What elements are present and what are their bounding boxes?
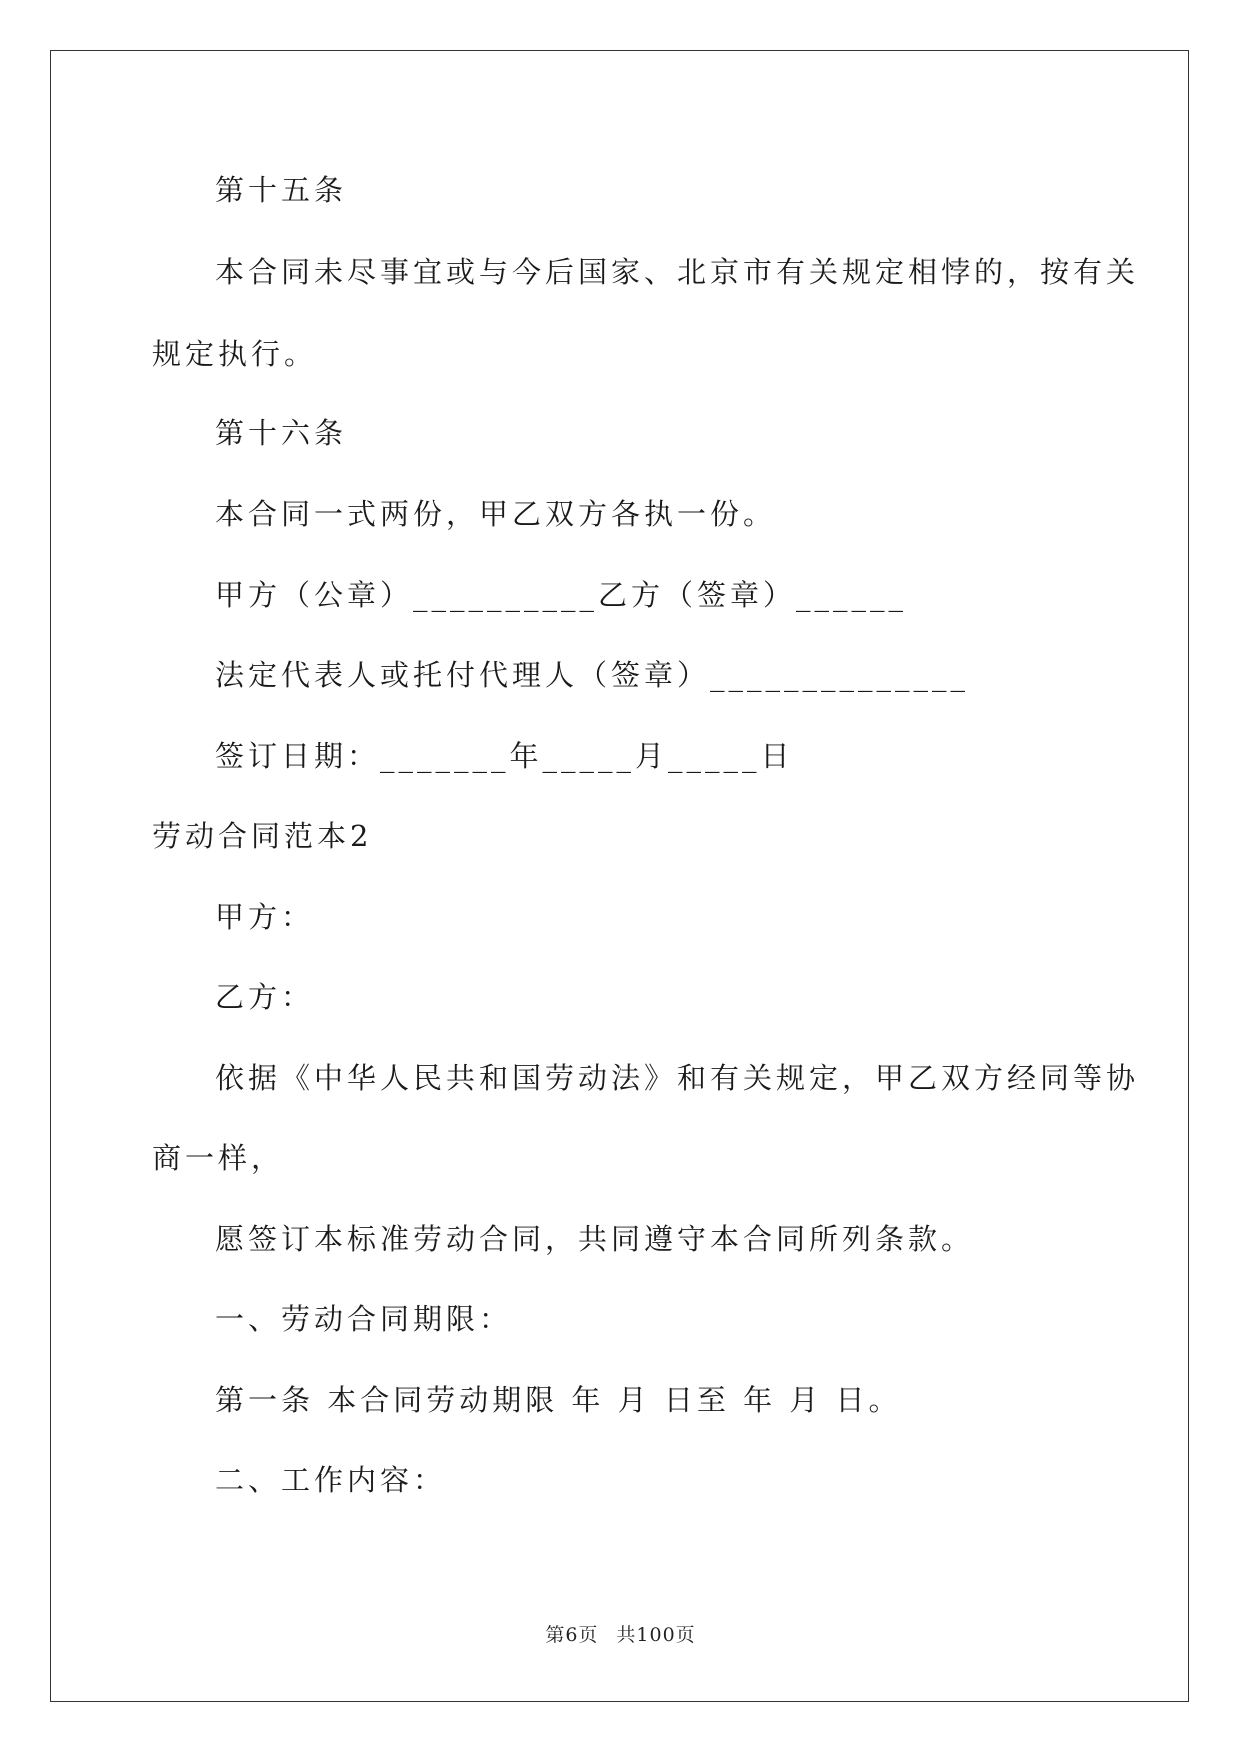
section-title: 劳动合同范本2: [152, 819, 373, 853]
article-15-heading: 第十五条: [215, 173, 348, 207]
article-15-text-line1: 本合同未尽事宜或与今后国家、北京市有关规定相悖的，按有关: [215, 255, 1140, 289]
term-section-heading: 一、劳动合同期限：: [215, 1302, 513, 1336]
work-content-heading: 二、工作内容：: [215, 1463, 447, 1497]
preamble-line3: 愿签订本标准劳动合同，共同遵守本合同所列条款。: [215, 1222, 975, 1256]
preamble-line2: 商一样，: [152, 1141, 285, 1175]
party-b-label: 乙方：: [215, 980, 315, 1014]
representative-signature-line: 法定代表人或托付代理人（签章）______________: [215, 658, 970, 692]
party-a-label: 甲方：: [215, 900, 315, 934]
article-16-heading: 第十六条: [215, 416, 348, 450]
article-1-text: 第一条 本合同劳动期限 年 月 日至 年 月 日。: [215, 1383, 902, 1417]
page-number: 第6页: [545, 1624, 599, 1646]
total-pages: 共100页: [616, 1624, 696, 1646]
article-15-text-line2: 规定执行。: [152, 337, 318, 371]
page-frame: [50, 50, 1189, 1702]
article-16-text: 本合同一式两份，甲乙双方各执一份。: [215, 497, 777, 531]
signing-date-line: 签订日期：_______年_____月_____日: [215, 739, 794, 773]
party-seal-line: 甲方（公章）__________乙方（签章）______: [215, 578, 908, 612]
preamble-line1: 依据《中华人民共和国劳动法》和有关规定，甲乙双方经同等协: [215, 1061, 1140, 1095]
page-footer: [0, 1620, 1241, 1647]
